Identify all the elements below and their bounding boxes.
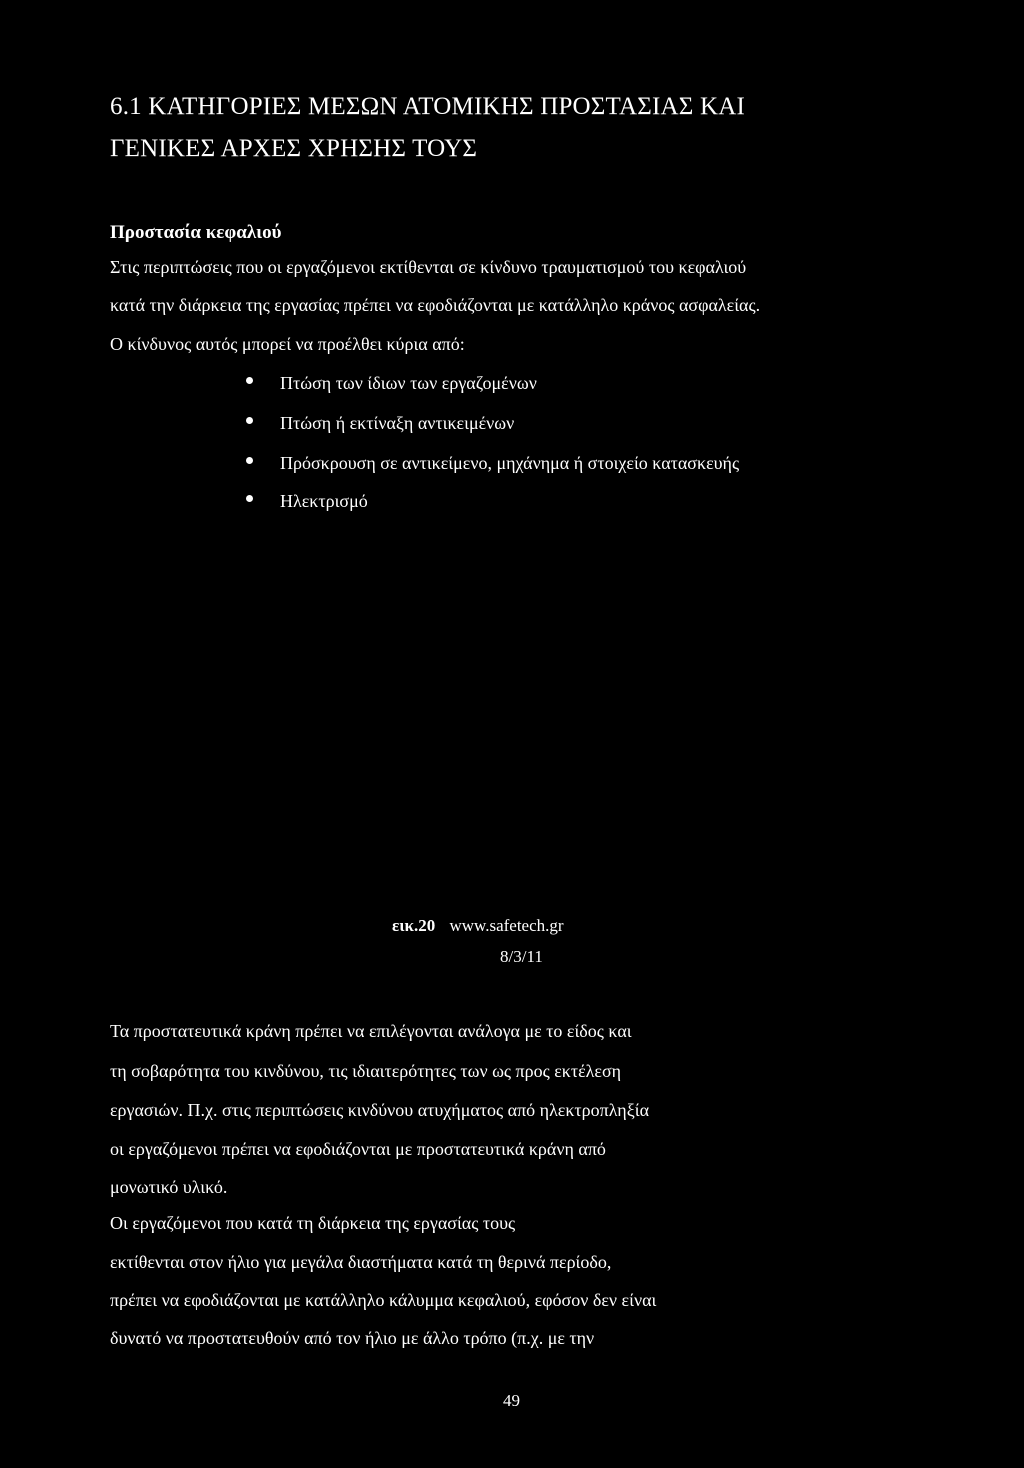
figure-caption <box>392 917 564 934</box>
intro-line: Ο κίνδυνος αυτός μπορεί να προέλθει κύρια από: <box>110 334 465 354</box>
section-heading: Προστασία κεφαλιού <box>110 222 282 243</box>
hazard-list-item-text: Πρόσκρουση σε αντικείμενο, μηχάνημα ή στοιχείο κατασκευής <box>280 453 740 473</box>
body-line: πρέπει να εφοδιάζονται με κατάλληλο κάλυμμα κεφαλιού, εφόσον δεν είναι <box>110 1290 657 1310</box>
intro-line: κατά την διάρκεια της εργασίας πρέπει να εφοδιάζονται με κατάλληλο κράνος ασφαλείας. <box>110 295 761 315</box>
page-number: 49 <box>503 1391 520 1410</box>
figure-label: εικ.20 <box>392 916 436 935</box>
intro-line: Στις περιπτώσεις που οι εργαζόμενοι εκτίθενται σε κίνδυνο τραυματισμού του κεφαλιού <box>110 257 747 277</box>
body-line: τη σοβαρότητα του κινδύνου, τις ιδιαιτερότητες των ως προς εκτέλεση <box>110 1061 622 1081</box>
figure-source: www.safetech.gr <box>449 916 564 935</box>
bullet-icon <box>246 377 253 384</box>
figure-image-area <box>110 530 910 890</box>
body-line: εργασιών. Π.χ. στις περιπτώσεις κινδύνου ατυχήματος από ηλεκτροπληξία <box>110 1100 650 1120</box>
body-line: Τα προστατευτικά κράνη πρέπει να επιλέγονται ανάλογα με το είδος και <box>110 1021 632 1041</box>
body-line: Οι εργαζόμενοι που κατά τη διάρκεια της εργασίας τους <box>110 1213 516 1233</box>
hazard-list-item-text: Πτώση των ίδιων των εργαζομένων <box>280 373 537 393</box>
hazard-list-item-text: Ηλεκτρισμό <box>280 491 368 511</box>
bullet-icon <box>246 495 253 502</box>
body-line: δυνατό να προστατευθούν από τον ήλιο με άλλο τρόπο (π.χ. με την <box>110 1328 595 1348</box>
body-line: εκτίθενται στον ήλιο για μεγάλα διαστήματα κατά τη θερινά περίοδο, <box>110 1252 612 1272</box>
hazard-list-item-text: Πτώση ή εκτίναξη αντικειμένων <box>280 413 515 433</box>
chapter-title-line-1: 6.1 ΚΑΤΗΓΟΡΙΕΣ ΜΕΣΩΝ ΑΤΟΜΙΚΗΣ ΠΡΟΣΤΑΣΙΑΣ ΚΑΙ <box>110 93 746 120</box>
bullet-icon <box>246 457 253 464</box>
bullet-icon <box>246 417 253 424</box>
body-line: οι εργαζόμενοι πρέπει να εφοδιάζονται με προστατευτικά κράνη από <box>110 1139 606 1159</box>
chapter-title-line-2: ΓΕΝΙΚΕΣ ΑΡΧΕΣ ΧΡΗΣΗΣ ΤΟΥΣ <box>110 135 478 162</box>
body-line: μονωτικό υλικό. <box>110 1177 228 1197</box>
figure-date: 8/3/11 <box>500 947 543 966</box>
